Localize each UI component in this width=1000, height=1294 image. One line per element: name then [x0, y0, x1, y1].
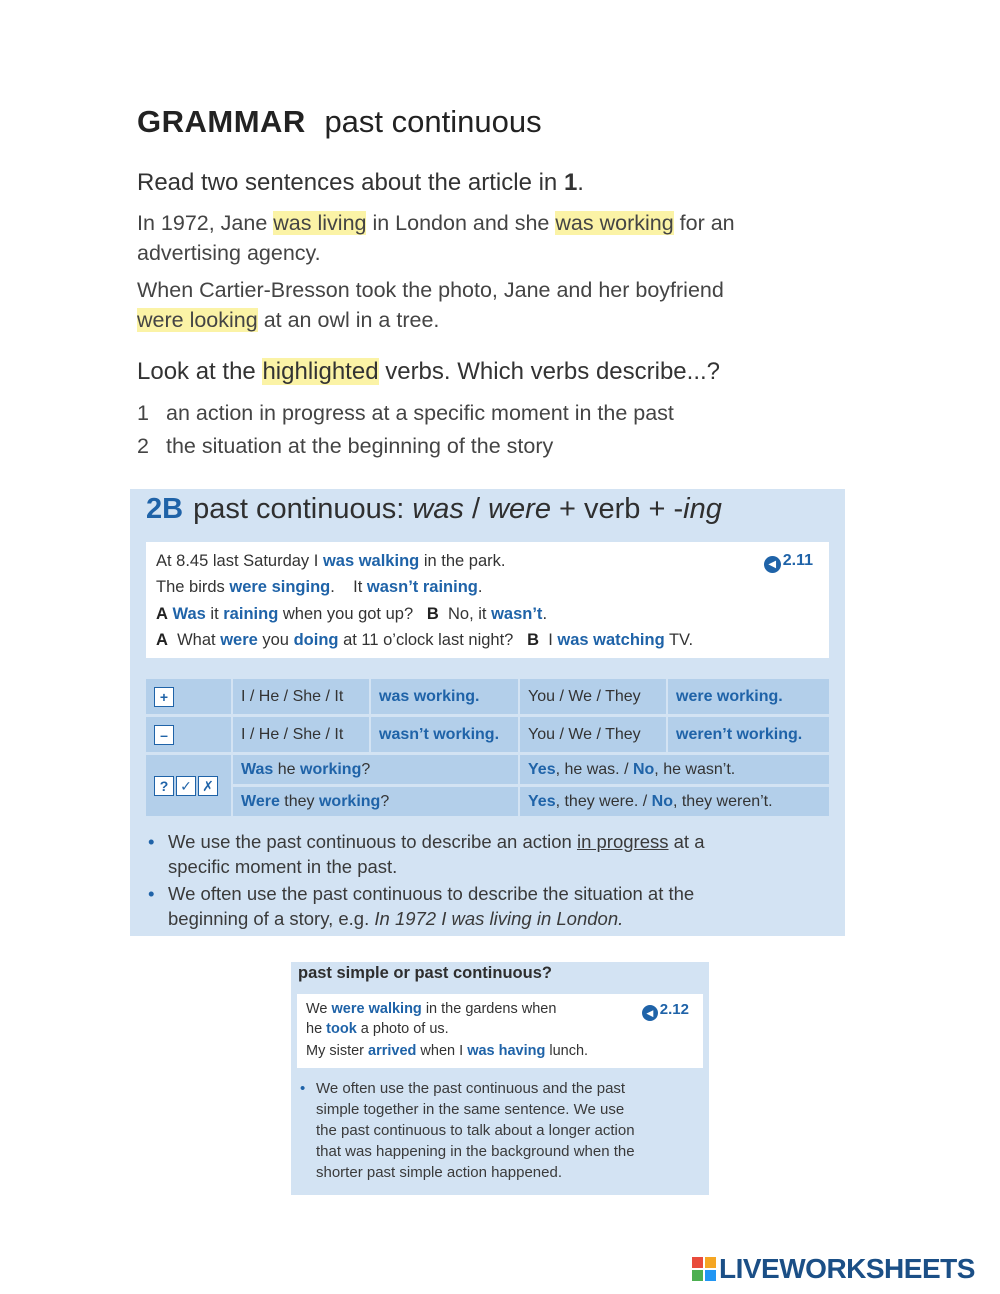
table-cell: I / He / She / It [233, 679, 369, 714]
table-cell: was working. [371, 679, 518, 714]
rule-bullet-2 [150, 883, 694, 905]
highlight-was-living: was living [273, 211, 367, 235]
task2-question [137, 358, 720, 386]
q-text: ? [380, 792, 390, 810]
rule-text: We often use the past continuous to describe the situation at the [168, 883, 695, 904]
rule-text: We use the past continuous to describe an action [168, 831, 577, 852]
task1-instruction-end: . [577, 169, 584, 196]
speaker-a: A [156, 631, 168, 649]
q-text: ? [361, 760, 371, 778]
task1-instruction-number: 1 [563, 169, 578, 196]
a-no: No [651, 792, 673, 810]
task2-question-pre: Look at the [137, 358, 263, 385]
ex-text: a photo of us. [356, 1021, 449, 1037]
rule-example: In 1972 I was living in London. [374, 908, 624, 929]
highlight-were-looking: were looking [137, 308, 258, 332]
ps-rule-line: that was happening in the background when the [316, 1143, 635, 1160]
example-4 [156, 631, 693, 650]
section-code: 2B [146, 493, 184, 525]
table-cell: You / We / They [520, 679, 666, 714]
ex-text: at 11 o’clock last night? [338, 631, 528, 649]
ex-text: What [167, 631, 221, 649]
ex-text: . It [330, 578, 367, 596]
bullet-dot: • [300, 1080, 306, 1097]
liveworksheets-logo [692, 1254, 975, 1284]
ex-verb: was watching [557, 631, 665, 649]
answer-cell-2 [520, 787, 829, 816]
ex-text: in the park. [419, 552, 506, 570]
ex-verb: wasn’t raining [366, 578, 478, 596]
ex-verb: was having [467, 1043, 546, 1059]
ex-verb: were walking [331, 1001, 422, 1017]
cross-icon: ✗ [198, 776, 218, 796]
ex-text: At 8.45 last Saturday I [156, 552, 323, 570]
plus-icon: + [154, 687, 174, 707]
bullet-dot: • [148, 883, 155, 904]
table-cell: You / We / They [520, 717, 666, 752]
highlight-highlighted: highlighted [262, 358, 379, 385]
page-title [137, 104, 542, 140]
positive-symbol-cell [146, 679, 231, 714]
ps-rule-line: simple together in the same sentence. We use [316, 1101, 625, 1118]
logo-square [692, 1257, 703, 1268]
ex-verb: were singing [229, 578, 331, 596]
question-cell-1 [233, 755, 518, 784]
q-text: he [273, 760, 300, 778]
audio-track-2-12[interactable] [642, 1001, 689, 1021]
logo-icon [692, 1257, 716, 1281]
ex-text: I [539, 631, 558, 649]
a-text: , he was. / [555, 760, 633, 778]
ex-text: in the gardens when [421, 1001, 557, 1017]
a-text: , he wasn’t. [654, 760, 736, 778]
ex-text: when you got up? [278, 605, 427, 623]
logo-square [692, 1270, 703, 1281]
speaker-a: A [156, 605, 168, 623]
rule-bullet-1 [150, 831, 705, 853]
ps-box-title: past simple or past continuous? [298, 964, 552, 982]
sentence1-part-c: for an [673, 211, 735, 235]
rule-bullet-2-line2 [168, 908, 623, 930]
check-icon: ✓ [176, 776, 196, 796]
ex-text: No, it [438, 605, 492, 623]
a-no: No [632, 760, 655, 778]
heading-topic: past continuous [324, 104, 542, 139]
logo-text: LIVEWORKSHEETS [719, 1253, 975, 1284]
audio-track-2-11[interactable] [764, 552, 813, 573]
q-verb: working [300, 760, 362, 778]
bullet-dot: • [148, 831, 155, 852]
a-yes: Yes [528, 792, 556, 810]
example-2 [156, 578, 482, 597]
ex-verb: took [326, 1021, 357, 1037]
q-aux: Were [241, 792, 280, 810]
answer-cell-1 [520, 755, 829, 784]
heading-bold: GRAMMAR [137, 104, 306, 139]
ex-text: TV. [664, 631, 694, 649]
example-3 [156, 605, 547, 624]
task2-item-2 [137, 434, 553, 459]
logo-square [705, 1257, 716, 1268]
negative-symbol-cell [146, 717, 231, 752]
grammar-box-title [146, 493, 722, 526]
ex-verb: was walking [322, 552, 420, 570]
ps-examples-panel [297, 994, 703, 1068]
question-cell-2 [233, 787, 518, 816]
title-were: were [488, 493, 551, 525]
ex-verb: doing [293, 631, 339, 649]
table-cell: were working. [668, 679, 829, 714]
ex-text: My sister [306, 1043, 369, 1059]
ps-rule-line: We often use the past continuous and the past [316, 1080, 626, 1097]
item-number: 1 [137, 401, 149, 425]
ex-verb: Was [172, 605, 206, 623]
logo-square [705, 1270, 716, 1281]
title-ing: ing [683, 493, 722, 525]
ex-text: he [306, 1021, 327, 1037]
question-symbol-cell [146, 755, 231, 816]
ex-text: We [306, 1001, 332, 1017]
ex-text: when I [416, 1043, 468, 1059]
item-number: 2 [137, 434, 149, 458]
task2-item-1 [137, 401, 674, 426]
q-verb: working [318, 792, 381, 810]
sentence1-part-b: in London and she [366, 211, 556, 235]
title-pre: past continuous: [193, 493, 413, 525]
examples-panel [146, 542, 829, 658]
audio-icon: ◀ [764, 556, 781, 573]
ps-example-line1 [306, 1001, 556, 1017]
ex-text: . [542, 605, 548, 623]
highlight-was-working: was working [555, 211, 674, 235]
sentence1-part-a: In 1972, Jane [137, 211, 274, 235]
ps-example-line2 [306, 1021, 449, 1037]
ex-verb: arrived [368, 1043, 417, 1059]
a-text: , they weren’t. [672, 792, 773, 810]
q-text: they [279, 792, 319, 810]
sentence2-line2 [137, 308, 439, 333]
rule-underlined: in progress [576, 831, 669, 852]
table-cell: I / He / She / It [233, 717, 369, 752]
rule-text: beginning of a story, e.g. [168, 908, 375, 929]
sentence2-line1: When Cartier-Bresson took the photo, Jane and her boyfriend [137, 278, 724, 302]
ps-rule-line: the past continuous to talk about a longer action [316, 1122, 635, 1139]
example-1 [156, 552, 505, 571]
past-simple-or-continuous-box [291, 962, 709, 1195]
audio-number: 2.11 [782, 552, 813, 569]
audio-icon: ◀ [642, 1005, 658, 1021]
ex-verb: raining [223, 605, 279, 623]
sentence1-line1 [137, 211, 735, 236]
rule-text: at a [668, 831, 705, 852]
ex-verb: wasn’t [491, 605, 543, 623]
ps-example-line3 [306, 1043, 588, 1059]
speaker-b: B [527, 631, 540, 649]
rule-bullet-1-line2: specific moment in the past. [168, 856, 398, 877]
q-aux: Was [241, 760, 274, 778]
sentence2-rest: at an owl in a tree. [257, 308, 440, 332]
ex-text: The birds [156, 578, 230, 596]
item-text: an action in progress at a specific moment in the past [166, 401, 674, 425]
task1-instruction-text: Read two sentences about the article in [137, 169, 564, 196]
ex-verb: were [220, 631, 258, 649]
question-mark-icon: ? [154, 776, 174, 796]
item-text: the situation at the beginning of the story [166, 434, 554, 458]
ex-text: lunch. [545, 1043, 589, 1059]
sentence1-line2: advertising agency. [137, 241, 321, 265]
title-mid: + verb + - [550, 493, 684, 525]
grammar-box-2b [130, 489, 845, 936]
title-was: was [412, 493, 464, 525]
ex-text: . [477, 578, 483, 596]
title-slash: / [463, 493, 489, 525]
speaker-b: B [426, 605, 439, 623]
task2-question-post: verbs. Which verbs describe...? [378, 358, 721, 385]
audio-number: 2.12 [659, 1001, 689, 1018]
table-cell: wasn’t working. [371, 717, 518, 752]
ex-text: you [257, 631, 294, 649]
task1-instruction [137, 169, 584, 197]
a-yes: Yes [528, 760, 556, 778]
ex-text: it [205, 605, 224, 623]
table-cell: weren’t working. [668, 717, 829, 752]
a-text: , they were. / [555, 792, 652, 810]
ps-rule-line: shorter past simple action happened. [316, 1164, 562, 1181]
minus-icon: – [154, 725, 174, 745]
